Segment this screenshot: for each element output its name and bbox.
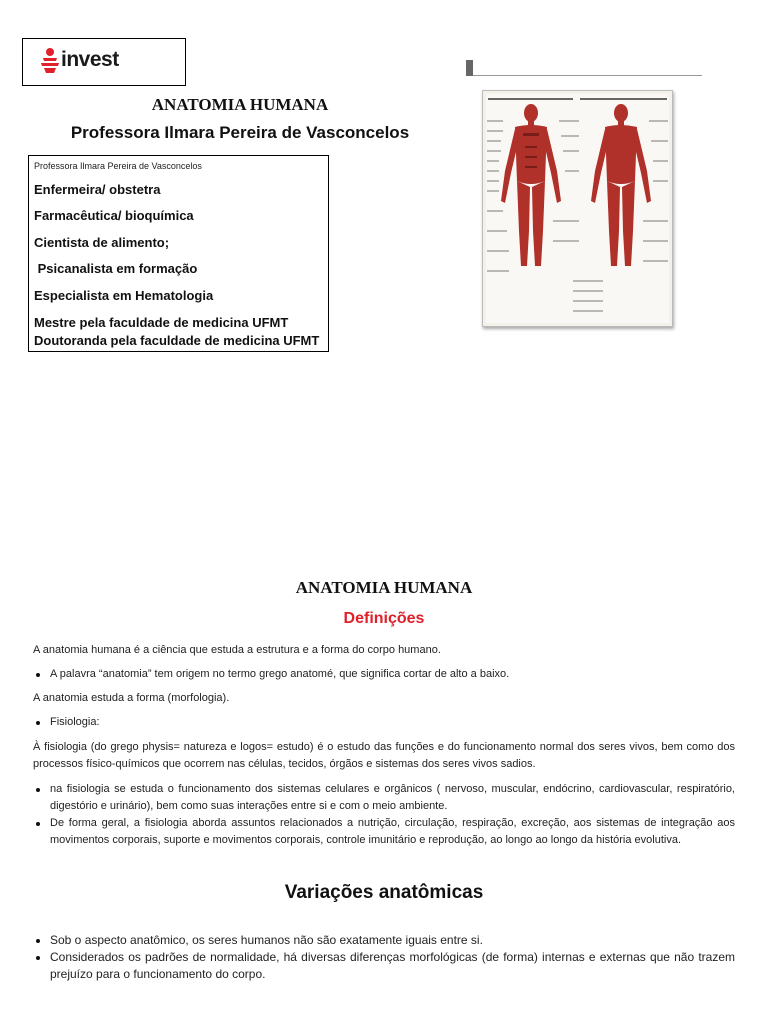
page-title: ANATOMIA HUMANA [151,95,329,114]
list-item-text: na fisiologia se estuda o funcionamento dos sistemas celulares e orgânicos ( nervoso, muscular, endócrino, cardiovascular, respiratório, digestório e urinário), bem como suas interações entre si e com o meio ambiente. [50,783,735,812]
paragraph: A anatomia estuda a forma (morfologia). [33,692,230,704]
credential-item: Especialista em Hematologia [34,288,214,303]
credential-item: Farmacêutica/ bioquímica [34,208,194,223]
list-item [50,949,735,983]
list-item [50,781,735,815]
logo-text: invest [61,48,119,71]
bullet-icon [36,721,40,725]
professor-name: Professora Ilmara Pereira de Vasconcelos [70,123,410,142]
list-item-text: Considerados os padrões de normalidade, há diversas diferenças morfológicas (de forma) internas e externas que não trazem prejuízo para o funcionamento do corpo. [50,950,735,981]
header-rule [466,60,702,76]
credentials-name: Professora Ilmara Pereira de Vasconcelos [34,161,202,171]
credential-item: Mestre pela faculdade de medicina UFMT [34,315,289,330]
list-item [50,815,735,849]
invest-logo-icon [39,47,61,75]
bullet-icon [36,822,40,826]
rule-line [473,75,702,76]
list-item-text: Fisiologia: [50,716,100,728]
list-item-text: A palavra “anatomia” tem origem no termo grego anatomé, que significa cortar de alto a baixo. [50,668,510,680]
list-item [50,714,735,731]
list-item [50,932,735,949]
definitions-heading: Definições [343,610,425,627]
rule-tick [466,60,473,76]
credentials-box [28,155,329,352]
paragraph: À fisiologia (do grego physis= natureza e logos= estudo) é o estudo das funções e do funcionamento normal dos seres vivos, bem como dos processos físico-químicos que ocorrem nas células, tecidos, órgãos e sistemas dos seres vivos sadios. [33,741,735,770]
invest-logo-box [22,38,186,86]
credential-item: Psicanalista em formação [34,261,198,276]
muscular-system-drawing [483,91,672,326]
credential-item: Enfermeira/ obstetra [34,182,161,197]
muscular-system-chart-image [482,90,673,327]
credential-item: Cientista de alimento; [34,235,170,250]
list-item-text: De forma geral, a fisiologia aborda assuntos relacionados a nutrição, circulação, respiração, excreção, aos sistemas de integração aos movimentos corporais, suporte e movimentos corporais, controle imunitário e reprodução, ao longo ao longo da história evolutiva. [50,817,735,846]
list-item [50,666,735,683]
paragraph: A anatomia humana é a ciência que estuda a estrutura e a forma do corpo humano. [33,644,441,656]
variations-heading: Variações anatômicas [284,882,484,903]
bullet-icon [36,788,40,792]
section-title: ANATOMIA HUMANA [295,578,473,597]
bullet-icon [36,956,40,960]
list-item-text: Sob o aspecto anatômico, os seres humanos não são exatamente iguais entre si. [50,933,483,947]
bullet-icon [36,673,40,677]
credential-item: Doutoranda pela faculdade de medicina UFMT [34,333,320,348]
bullet-icon [36,939,40,943]
